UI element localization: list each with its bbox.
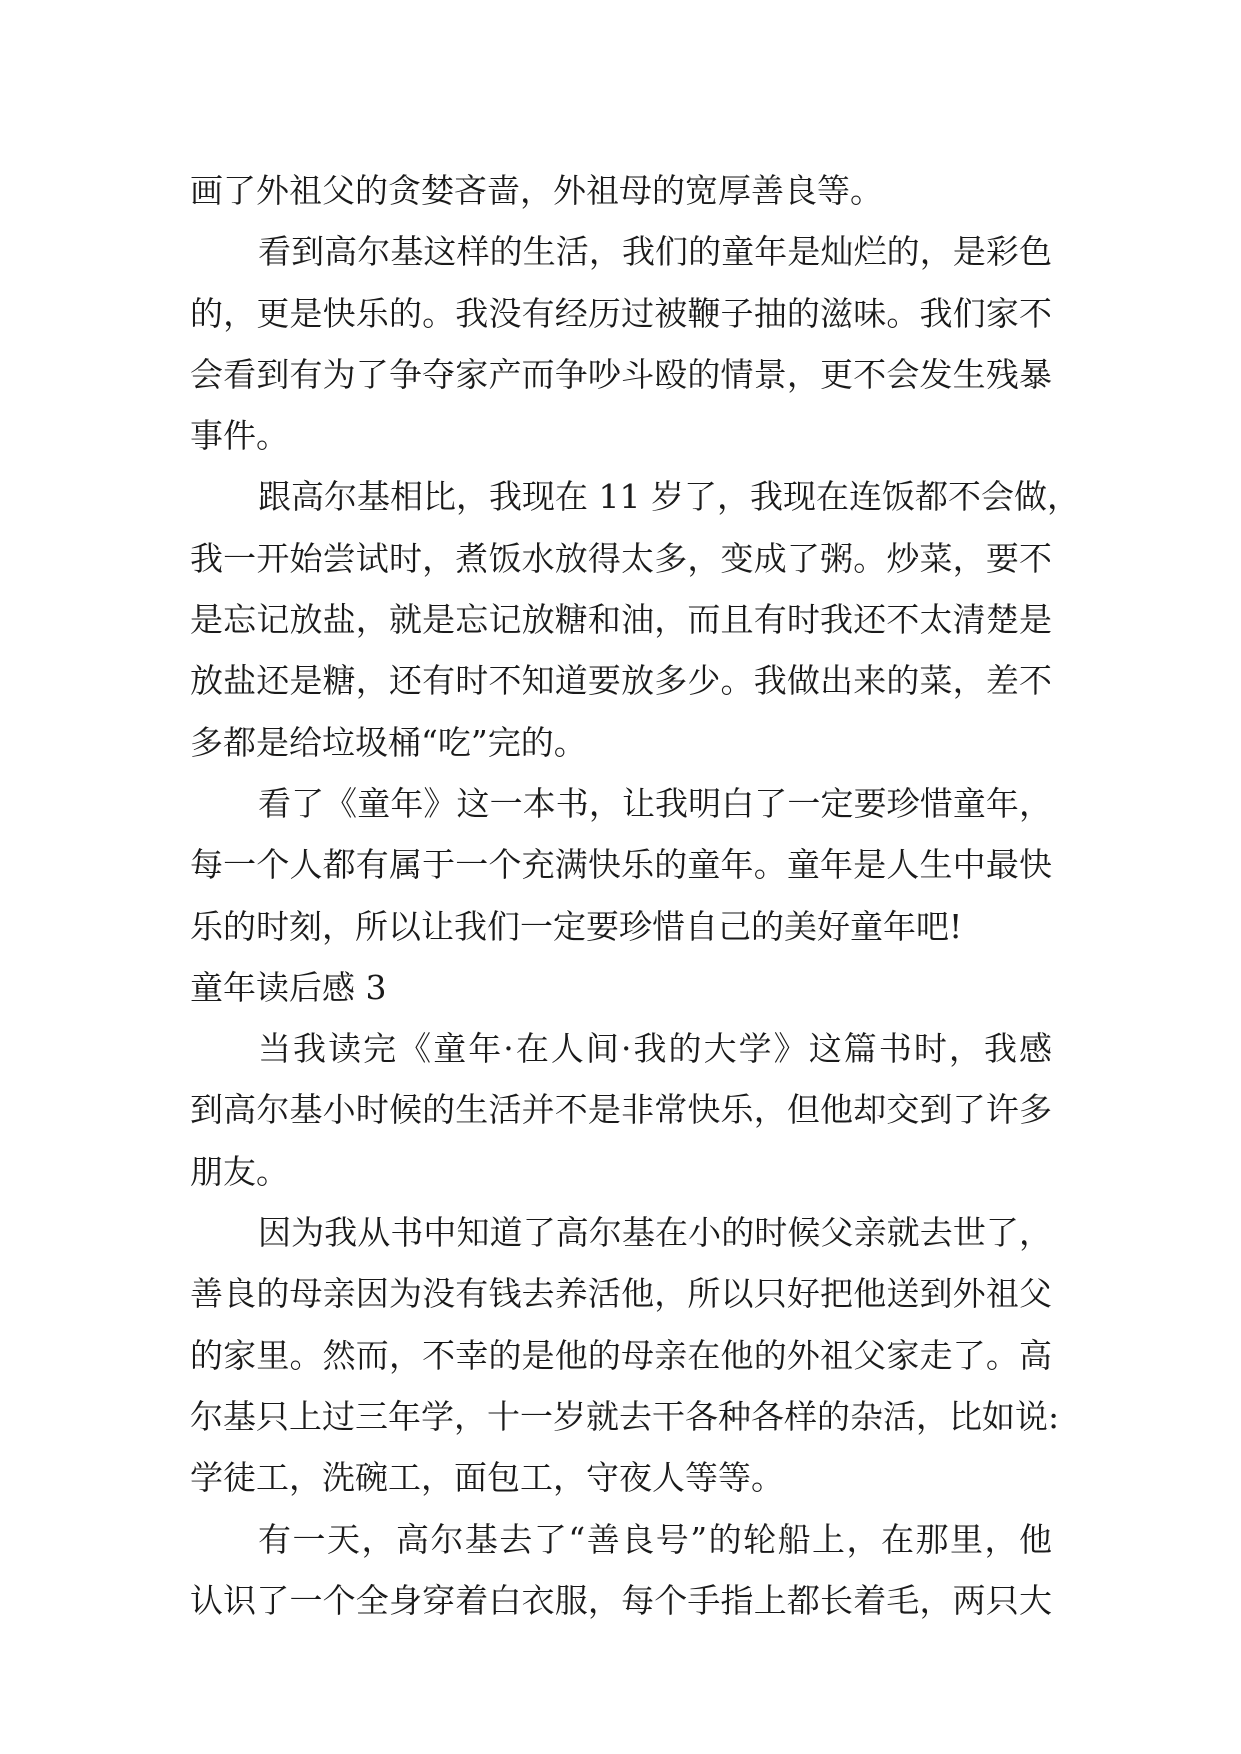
paragraph-first-line: 因为我从书中知道了高尔基在小的时候父亲就去世了， — [258, 1213, 1052, 1253]
text-line: 事件。 — [190, 416, 289, 456]
paragraph-first-line: 当我读完《童年·在人间·我的大学》这篇书时，我感 — [258, 1029, 1052, 1069]
text-line: 的家里。然而，不幸的是他的母亲在他的外祖父家走了。高 — [190, 1335, 1052, 1375]
text-line: 放盐还是糖，还有时不知道要放多少。我做出来的菜，差不 — [190, 661, 1052, 701]
paragraph-first-line: 有一天，高尔基去了“善良号”的轮船上，在那里，他 — [258, 1519, 1052, 1559]
text-line: 学徒工，洗碗工，面包工，守夜人等等。 — [190, 1458, 784, 1498]
paragraph-first-line: 看了《童年》这一本书，让我明白了一定要珍惜童年， — [258, 783, 1052, 823]
text-line: 尔基只上过三年学，十一岁就去干各种各样的杂活，比如说: — [190, 1396, 1060, 1436]
text-line: 朋友。 — [190, 1151, 289, 1191]
text-line: 乐的时刻，所以让我们一定要珍惜自己的美好童年吧! — [190, 906, 963, 946]
text-line: 的，更是快乐的。我没有经历过被鞭子抽的滋味。我们家不 — [190, 293, 1052, 333]
text-line: 是忘记放盐，就是忘记放糖和油，而且有时我还不太清楚是 — [190, 600, 1052, 640]
document-body — [190, 160, 1080, 1631]
text-line: 多都是给垃圾桶“吃”完的。 — [190, 722, 587, 762]
section-heading: 童年读后感 3 — [190, 967, 387, 1007]
text-line: 我一开始尝试时，煮饭水放得太多，变成了粥。炒菜，要不 — [190, 538, 1052, 578]
text-line: 认识了一个全身穿着白衣服，每个手指上都长着毛，两只大 — [190, 1580, 1052, 1620]
text-line: 画了外祖父的贪婪吝啬，外祖母的宽厚善良等。 — [190, 171, 883, 210]
paragraph-first-line: 看到高尔基这样的生活，我们的童年是灿烂的，是彩色 — [258, 232, 1052, 272]
text-line: 到高尔基小时候的生活并不是非常快乐，但他却交到了许多 — [190, 1090, 1052, 1130]
text-line: 善良的母亲因为没有钱去养活他，所以只好把他送到外祖父 — [190, 1274, 1052, 1314]
text-line: 每一个人都有属于一个充满快乐的童年。童年是人生中最快 — [190, 845, 1052, 885]
paragraph-first-line: 跟高尔基相比，我现在 11 岁了，我现在连饭都不会做， — [258, 477, 1080, 517]
text-line: 会看到有为了争夺家产而争吵斗殴的情景，更不会发生残暴 — [190, 354, 1052, 394]
